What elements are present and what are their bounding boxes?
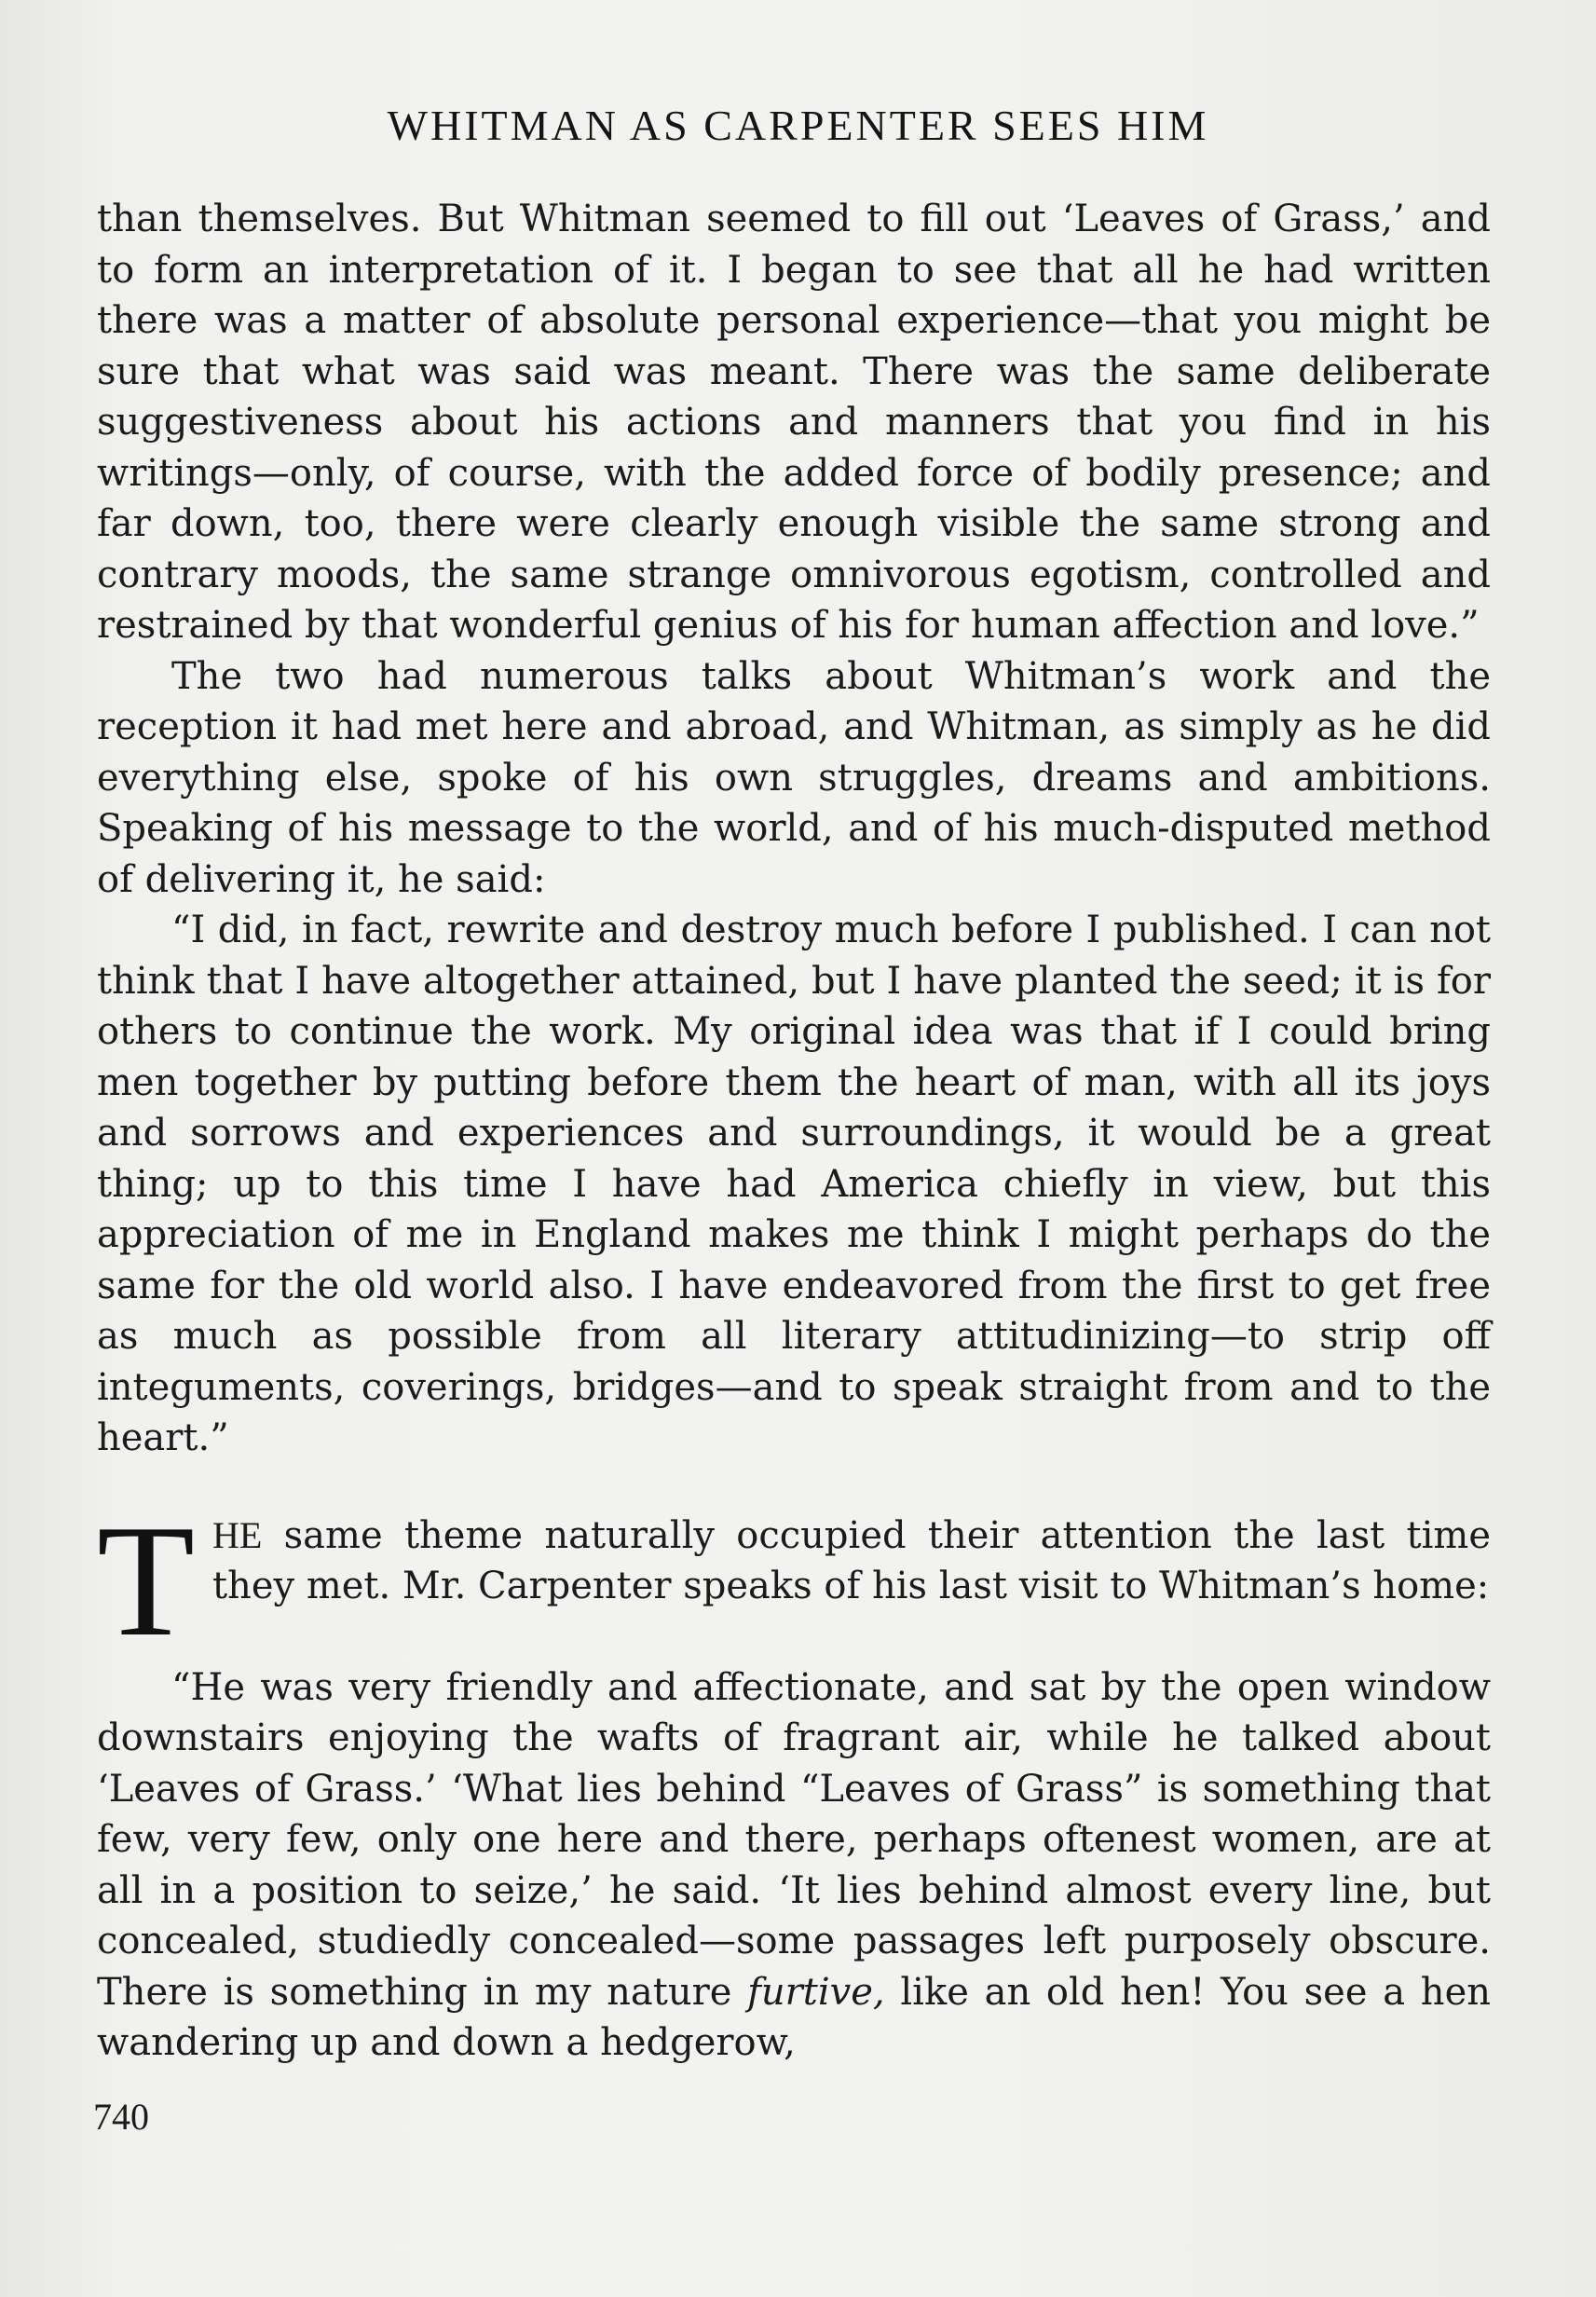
- paragraph-4-dropcap: [97, 1492, 1491, 1670]
- paragraph-5-quotation: [97, 1662, 1491, 2069]
- drop-cap-letter: T: [97, 1492, 196, 1670]
- page-number: 740: [93, 2096, 149, 2138]
- paragraph-3-quotation: “I did, in fact, rewrite and destroy much before I published. I can not think that I have altogether attained, but I have planted the seed; it is for others to continue the work. My original idea was that if I could bring men together by putting before them the heart of man, with all its joys and sorrows and experiences and surroundings, it would be a great thing; up to this time I have had America chiefly in view, but this appreciation of me in England makes me think I might perhaps do the same for the old world also. I have endeavored from the first to get free as much as possible from all literary attitudinizing—to strip off integuments, coverings, bridges—and to speak straight from and to the heart.”: [97, 909, 1491, 1459]
- paragraph-4-text: same theme naturally occupied their attention the last time they met. Mr. Carpenter speaks of his last visit to Whitman’s home:: [212, 1513, 1491, 1607]
- drop-cap-continuation: HE: [212, 1513, 263, 1556]
- paragraph-2: The two had numerous talks about Whitman’s work and the reception it had met here and abroad, and Whitman, as simply as he did everything else, spoke of his own struggles, dreams and ambitions. Speaking of his message to the world, and of his much-disputed method of delivering it, he said:: [97, 654, 1491, 901]
- italic-word: furtive,: [747, 1970, 885, 2014]
- body-text: [97, 194, 1491, 2069]
- running-head: WHITMAN AS CARPENTER SEES HIM: [387, 102, 1209, 149]
- paragraph-5-text-start: “He was very friendly and affectionate, and sat by the open window downstairs enjoying the wafts of fragrant air, while he talked about ‘Leaves of Grass.’ ‘What lies behind “Leaves of Grass” is something that few, very few, only one here and there, perhaps oftenest women, are at all in a position to seize,’ he said. ‘It lies behind almost every line, but concealed, studiedly concealed—some passages left purposely obscure. There is something in my nature: [97, 1665, 1491, 2014]
- paragraph-5-text-end: like an old hen! You see a hen wandering up and down a hedgerow,: [97, 1970, 1491, 2064]
- section-break: [97, 1464, 1491, 1511]
- paragraph-1: than themselves. But Whitman seemed to fill out ‘Leaves of Grass,’ and to form an interpretation of it. I began to see that all he had written there was a matter of absolute personal experience—that you might be sure that what was said was meant. There was the same deliberate suggestiveness about his actions and manners that you find in his writings—only, of course, with the added force of bodily presence; and far down, too, there were clearly enough visible the same strong and contrary moods, the same strange omnivorous egotism, controlled and restrained by that wonderful genius of his for human affection and love.”: [97, 198, 1491, 647]
